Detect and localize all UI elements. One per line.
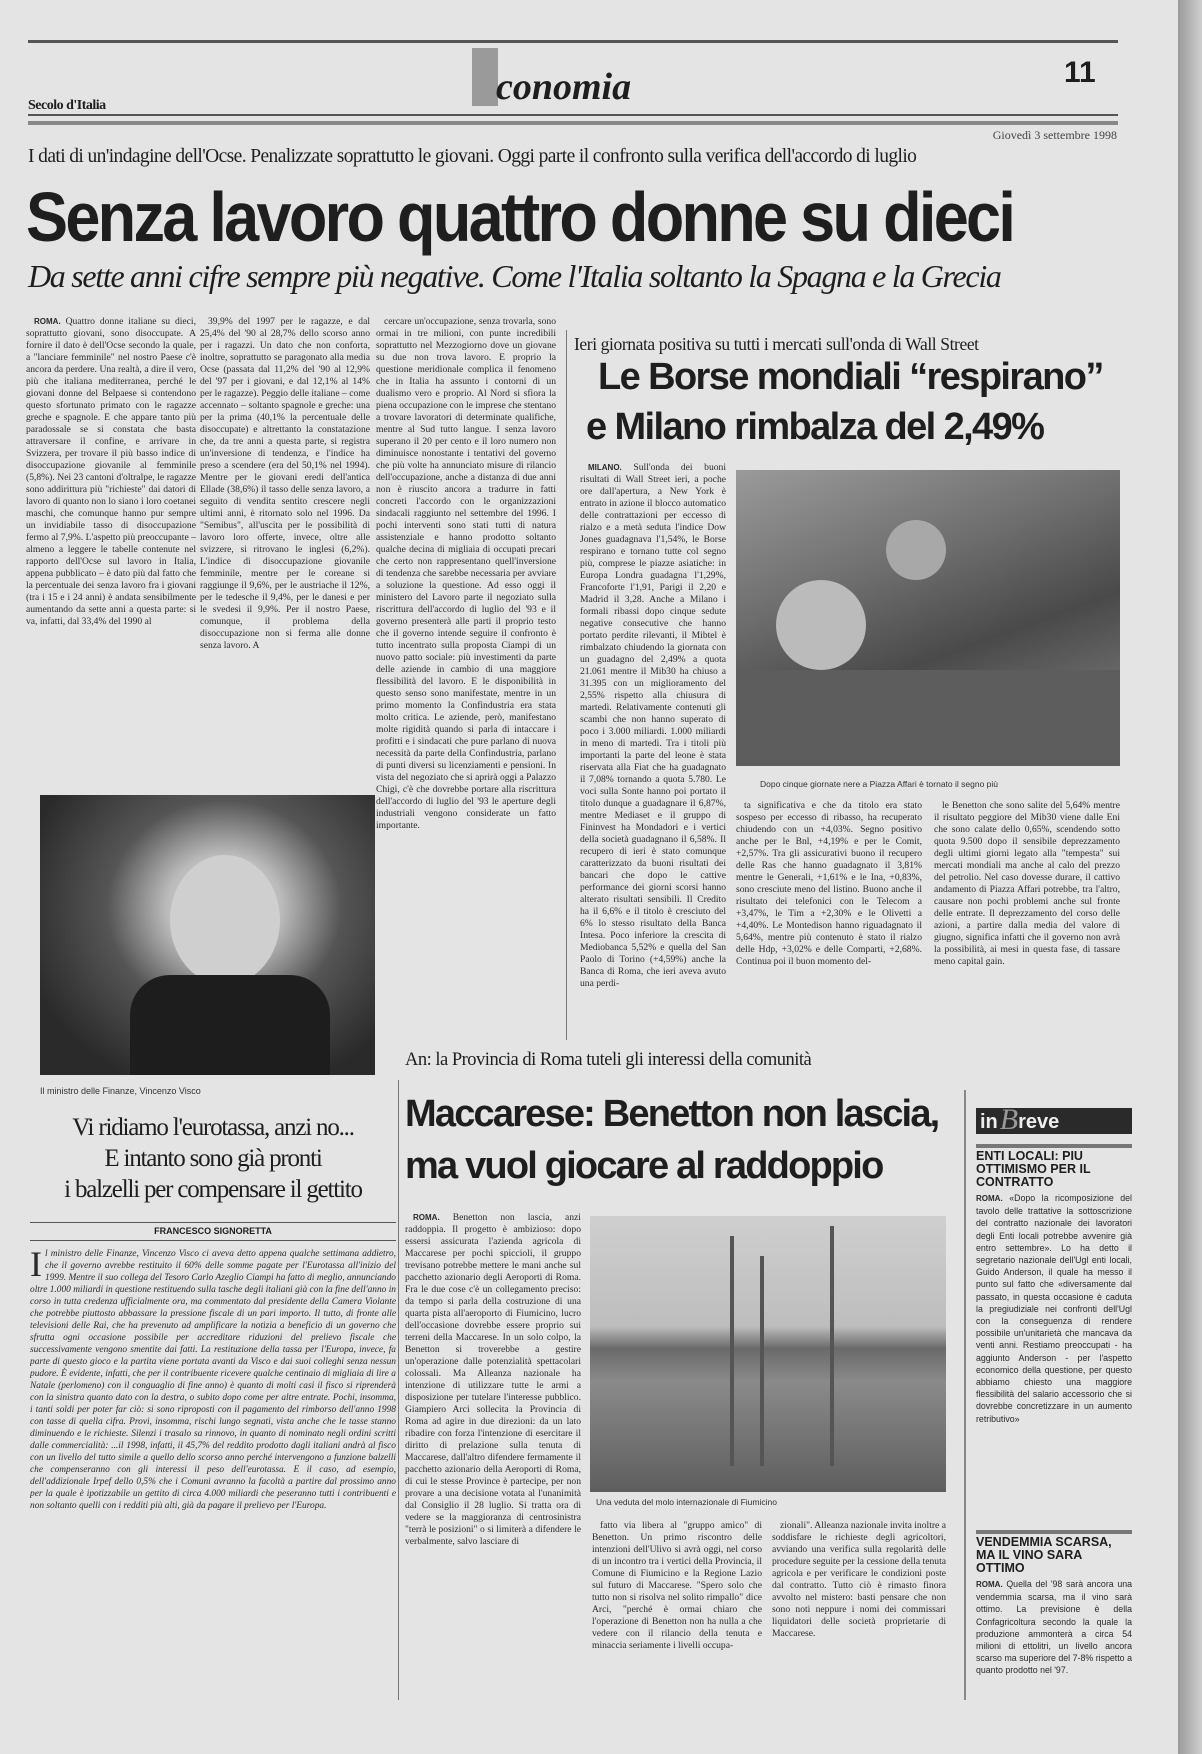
eurotassa-headline-3: i balzelli per compensare il gettito [64, 1176, 362, 1203]
maccarese-headline-1: Maccarese: Benetton non lascia, [405, 1093, 939, 1135]
stock-exchange-photo [736, 470, 1120, 766]
byline: FRANCESCO SIGNORETTA [154, 1226, 272, 1236]
lead-text-3: cercare un'occupazione, senza trovarla, sono ormai in tre milioni, con punte incredibili soprattutto nel Mezzogiorno dove un giovane su due non trova lavoro. E proprio la questione meridionale complica il fenomeno che in Italia ha assunto i contorni di un dualismo vero e proprio. Al Nord si sfiora la piena occupazione con le imprese che stentano a trovare lavoratori di determinate qualifiche, mentre al Sud tutto langue. I senza lavoro superano il 20 per cento e il loro numero non diminuisce nonostante i tentativi del governo che più volte ha annunciato misure di rilancio dell'occupazione, anche a distanza di due anni non è riuscito ancora a tradurre in fatti concreti l'accordo con le organizzazioni sindacali raggiunto nel settembre del 1996. I pochi interventi sono stati tutti di natura assistenziale e hanno prodotto soltanto qualche decina di migliaia di occupati precari che certo non rappresentano quell'inversione di tendenza che sarebbe necessaria per avviare a soluzione la questione. Ad esso oggi il ministero del Lavoro parte il negoziato sulla riscrittura dell'accordo di luglio del '93 e il governo presenterà alle parti il proprio testo che il governo intende seguire il confronto è tutto incentrato sulla proposta Ciampi di un nuovo patto sociale: più investimenti da parte delle aziende in cambio di una maggiore flessibilità del lavoro. E le disponibilità in questo senso sono manifestate, mentre in un primo momento la Confindustria era stata molto critica. Le aziende, però, manifestano molte rigidità quando si parla di intaccare i profitti e i sindacati che pure parlano di nuova necessità da parte della Confindustria, parlano di punti diversi su licenziamenti e pensioni. In vista del negoziato che si aprirà oggi a Palazzo Chigi, c'è che dovrebbe portare alla riscrittura dell'accordo di luglio del '93 le aperture degli industriali vengono considerate un fatto importante. [376, 316, 556, 831]
lead-text-1: Quattro donne italiane su dieci, soprattutto giovani, sono disoccupate. A fornire il dato è dell'Ocse secondo la quale, a "lanciare femminile" nel nostro Paese c'è ancora da perdere. Una realtà, a dire il vero, più che italiana mediterranea, perché le giovani donne del Belpaese si contendono questo sfortunato primato con le ragazze greche e spagnole. E che appare tanto più paradossale se si constata che basta attraversare il confine, e arrivare in Svizzera, per trovare il più basso indice di disoccupazione giovanile al femminile (5,8%). Nei 23 cantoni d'oltralpe, le ragazze sono addirittura più "richieste" dai datori di lavoro di quanto non lo siano i loro coetanei maschi, che comunque hanno pur sempre un invidiabile tasso di disoccupazione fermo al 7,9%. L'aspetto più preoccupante – almeno a leggere le tabelle contenute nel rapporto dell'Ocse sul lavoro in Italia, appena pubblicato – è dato più dal fatto che la percentuale dei senza lavoro fra i giovani (tra i 15 e i 24 anni) è andata sensibilmente aumentando da sette anni a questa parte: si va, infatti, dal 33,4% del 1990 al [26, 316, 196, 627]
section-initial [472, 48, 498, 106]
dateline: MILANO. [588, 463, 622, 472]
brief-text: ROMA. Quella del '98 sarà ancora una vendemmia scarsa, ma il vino sarà ottimo. La previsione è della Confagricoltura secondo la quale la produzione ammonterà a circa 54 milioni di ettolitri, un livello ancora scarso ma superiore del 7-8% rispetto a quanto prodotto nel '97. [976, 1579, 1132, 1676]
page-edge [1178, 0, 1202, 1754]
eurotassa-headline [30, 1112, 396, 1205]
borse-column-1 [580, 462, 726, 1042]
minister-photo [40, 795, 375, 1075]
lead-text-2: 39,9% del 1997 per le ragazze, e dal 25,4% del '90 al 28,7% dello scorso anno per i ragazzi. Un dato che non conforta, inoltre, soprattutto se paragonato alla media Ocse (passata dal 11,2% del '90 al 12,9% del '97 per i giovani, e dal 12,1% al 14% per le ragazze). Peggio delle italiane – come accennato – soltanto spagnole e greche: una per la prima (40,1% la percentuale delle disoccupate) e altrettanto la constatazione che, da tre anni a questa parte, si registra un'inversione di tendenza, e l'indice ha preso a scendere (era del 50,1% nel 1994). Mentre per le giovani eredi dell'antica Ellade (38,6%) il tasso delle senza lavoro, a seguito di vendita sentito crescere negli ultimi anni, è ritornato solo nel 1996. Da "Semibus", all'uscita per le possibilità di lavoro loro offerte, invece, oltre alle svizzere, si ritrovano le inglesi (6,2%). L'indice di disoccupazione giovanile femminile, mentre per le coreane si raggiunge il 9,6%, per le austriache il 12%, per le tedesche il 9,4%, per le danesi e per le svedesi il 9,9%. Per il nostro Paese, comunque, il problema della disoccupazione non si ferma alle donne senza lavoro. A [200, 316, 370, 651]
eurotassa-text [30, 1248, 396, 1673]
brief-text: ROMA. «Dopo la ricomposizione del tavolo delle trattative la sottoscrizione del contratto nazionale dei lavoratori degli Enti locali potrebbe avvenire già entro settembre». Lo ha detto il segretario nazionale dell'Ugl enti locali, Guido Anderson, il quale ha messo il punto sul fatto che «diversamente dal passato, in questa occasione è caduta la pregiudiziale nei confronti dell'Ugl con la conseguenza di rendere possibile un'unitarietà che mancava da venti anni. Restiamo preoccupati - ha aggiunto Anderson - per l'aspetto economico della questione, per questo abbiamo chiesto una maggiore flessibilità del salario accessorio che si dovrebbe concretizzare in un aumento retributivo» [976, 1193, 1132, 1424]
top-rule [28, 40, 1118, 43]
section-name: conomia [496, 66, 632, 108]
maccarese-text-3: zionali". Alleanza nazionale invita inoltre a soddisfare le richieste degli agricoltori, avviando una verifica sulla regolarità delle procedure seguite per la cessione della tenuta agricola e per verificare le condizioni poste dal contratto. Tutto ciò è rimasto finora avvolto nel mistero: basti pensare che non sono noti neppure i nomi dei commissari liquidatori delle società proprietarie di Maccarese. [772, 1520, 946, 1639]
eurotassa-headline-2: E intanto sono già pronti [104, 1145, 322, 1172]
stock-photo-caption: Dopo cinque giornate nere a Piazza Affari è tornato il segno più [760, 779, 998, 789]
borse-headline-1: Le Borse mondiali “respirano” [598, 356, 1103, 398]
in-breve-title: in B reve [976, 1108, 1132, 1134]
lead-subhead: Da sette anni cifre sempre più negative. Come l'Italia soltanto la Spagna e la Grecia [28, 258, 1001, 294]
borse-kicker: Ieri giornata positiva su tutti i mercati sull'onda di Wall Street [574, 334, 979, 354]
minister-photo-caption: Il ministro delle Finanze, Vincenzo Visco [40, 1086, 201, 1096]
column-divider [964, 1090, 966, 1700]
brief-headline: VENDEMMIA SCARSA, MA IL VINO SARA OTTIMO [976, 1535, 1112, 1575]
lead-column-1 [26, 316, 196, 794]
maccarese-column-2 [592, 1520, 762, 1702]
airport-photo [590, 1216, 946, 1492]
maccarese-kicker: An: la Provincia di Roma tuteli gli interessi della comunità [405, 1050, 812, 1070]
maccarese-column-3 [772, 1520, 946, 1702]
borse-text-2: ta significativa e che da titolo era stato sospeso per eccesso di ribasso, ha recuperato chiudendo con un +4,03%. Segno positivo anche per le Bnl, +4,19% e per le Comit, +2,57%. Tra gli assicurativi buono il recupero delle Ras che hanno guadagnato il 3,81% mentre le Generali, +1,61% e le Ina, +0,83%, sono cresciute meno del listino. Buono anche il risultato dei telefonici con le Telecom a +3,47%, le Tim a +2,30% e le Olivetti a +4,40%. Le Montedison hanno riguadagnato il 5,64%, mentre più contenuto è stato il rialzo delle Hdp, +3,02% e delle Comparti, +2,68%. Continua poi il buon momento del- [736, 800, 922, 967]
dateline: ROMA. [34, 317, 61, 326]
paper-name: Secolo d'Italia [28, 98, 106, 113]
eurotassa-body: l ministro delle Finanze, Vincenzo Visco ci aveva detto appena qualche settimana addietro, che il governo avrebbe restituito il 60% delle somme pagate per l'Eurotassa all'inizio del 1999. Mentre il suo collega del Tesoro Carlo Azeglio Ciampi ha fatto di meglio, annunciando oltre 1.000 miliardi in questione restituendo sulla tasche degli italiani già con la fine dell'anno in corso in tutta credenza ufficialmente ora, ma commentato dal presidente della Camera Violante che potrebbe piuttosto abbassare la pressione fiscale di un pari importo. Il tutto, di fronte alle televisioni delle Rai, che ha prevenuto ad amplificare la notizia a beneficio di un governo che sfrutta ogni occasione possibile per accreditare riduzioni del prelievo fiscale che successivamente vengono smentite dai fatti. La restituzione della tassa per l'Europa, invece, fa parte di questo gioco e la partita viene portata avanti da Visco e dai suoi colleghi senza nessun pudore. È evidente, infatti, che per il contribuente ricevere qualche centinaio di migliaia di lire a Natale (perlomeno) con il conguaglio di fine anno) è quanto di molti casi il fisco si riprenderà con la sinistra quanto dato con la destra, o subito dopo come per altre entrate. Pochi, insomma, i tanti soldi per poter far ciò: si sono riproposti con il pagamento del rimborso dell'anno 1998 con tasse di quella cifra. Provi, insomma, rischi lungo segnati, vista anche che le tasse stanno diminuendo e le richieste. Silenzi i trasalo sa rinnovo, in quanto di nominato negli ordini scritti dalle commercialità: ...il 1998, infatti, il 45,7% del reddito prodotto dagli italiani andrà al fisco con un livello del tutto simile a quello dello scorso anno perché intervengono a funzione balzelli che compenseranno con gli interessi il peso dell'eurotassa. E il caso, ad esempio, dell'addizionale Irpef dello 0,5% che i Comuni avranno la facoltà a partire dal prossimo anno per la quale è ipotizzabile un gettito di circa 4.000 miliardi che peseranno tutti i contribuenti e non soltanto quelli con i redditi più alti, già da pagare il prelievo per l'Europa. [30, 1249, 396, 1511]
maccarese-text-1: Benetton non lascia, anzi raddoppia. Il progetto è ambizioso: dopo essersi assicurata l'azienda agricola di Maccarese per pochi spiccioli, il gruppo trevisano potrebbe mettere le mani anche sul pacchetto azionario degli Aeroporti di Roma. Fra le due cose c'è un collegamento preciso: da tempo si parla della costruzione di una quarta pista all'aeroporto di Fiumicino, lucro dell'occasione dovrebbe essere proprio sui terreni della Maccarese. In un solo colpo, la Benetton si troverebbe a gestire un'operazione dalle potenzialità spettacolari colossali. Ma Alleanza nazionale ha intenzione di utilizzare tutte le armi a disposizione per tutelare l'interesse pubblico. Giampiero Arci sollecita la Provincia di Roma ad agire in due direzioni: da un lato ribadire con forza l'intenzione di esercitare il diritto di prelazione sulla tenuta di Maccarese, dall'altro difendere fermamente il pacchetto azionario della Aeroporti di Roma, di cui le stesse Province è partecipe, per non provare a una decisione votata al l'unanimità dal Consiglio il 28 luglio. Si tratta ora di vedere se la maggioranza di centrosinistra "terrà le posizioni" o si limiterà a difendere le verbalmente, salvo lasciare di [405, 1212, 581, 1547]
borse-text-3: le Benetton che sono salite del 5,64% mentre il risultato peggiore del Mib30 viene dalle Eni che sono calate dello 0,65%, scendendo sotto quota 9.500 dopo il sensibile deprezzamento degli ultimi giorni legato alla "tempesta" sui mercati mondiali ma anche al calo del prezzo del petrolio. Nel caso dovesse durare, il cattivo andamento di Piazza Affari potrebbe, tra l'altro, causare non pochi problemi anche sul fronte delle entrate. Il deprezzamento del corso delle azioni, a partire dalla media del valore di giugno, significa infatti che il governo non avrà la possibilità, ai mesi in questa fase, di tassare meno capital gain. [934, 800, 1120, 967]
lead-headline: Senza lavoro quattro donne su dieci [26, 178, 1014, 256]
maccarese-column-1 [405, 1212, 581, 1702]
borse-column-2 [736, 800, 922, 1044]
lead-column-3 [376, 316, 556, 1044]
borse-text-1: Sull'onda dei buoni risultati di Wall Street ieri, a poche ore dall'apertura, a New York è entrato in azione il blocco automatico delle contrattazioni per eccesso di rialzo e a metà seduta l'indice Dow Jones guadagnava l'1,54%, le Borse respirano e tornano tutte col segno più, comprese le piazze asiatiche: in Europa Londra guadagna l'1,29%, Francoforte l'1,91, Parigi il 2,20 e Madrid il 3,28. Anche a Milano i formali ribassi dopo cinque sedute negative consecutive che hanno portato perdite rilevanti, il Mibtel è rimbalzato chiudendo la giornata con un guadagno del 2,49% a quota 21.061 mentre il Mib30 ha chiuso a 31.395 con un miglioramento del 2,55% rispetto alla chiusura di martedì. Relativamente contenuti gli scambi che non hanno superato di poco i 3.000 miliardi. 1.000 miliardi in meno di martedì. Tra i titoli più importanti la parte del leone è stata riservata alla Fiat che ha guadagnato il 7,08% tornando a quota 5.780. Le voci sulla Sonte hanno poi portato il titolo dunque a guadagnare il 6,87%, mentre Mediaset e il gruppo di Fininvest ha Mondadori e i vertici della società guadagnano il 6,58%. Il recupero di ieri è stato comunque caratterizzato da buoni risultati dei bancari che dopo le cattive performance dei giorni scorsi hanno alterato risultati sensibili. Il Credito ha il 6,6% e il titolo è cresciuto del 6% lo stesso risultato della Banca Intesa. Poco inferiore la crescita di Mediobanca 5,52% e quella del San Paolo di Torino (+4,59%) anche la Banca di Roma, che ieri aveva avuto una perdi- [580, 462, 726, 989]
lead-column-2 [200, 316, 370, 794]
section-title [472, 44, 631, 106]
column-divider [566, 330, 567, 1040]
brief-headline: ENTI LOCALI: PIU OTTIMISMO PER IL CONTRATTO [976, 1149, 1091, 1189]
maccarese-headline-2: ma vuol giocare al raddoppio [405, 1145, 883, 1187]
maccarese-text-2: fatto via libera al "gruppo amico" di Benetton. Un primo riscontro delle intenzioni dell'Ulivo si avrà oggi, nel corso di un incontro tra i vertici della Provincia, il Comune di Fiumicino e la Regione Lazio sul futuro di Maccarese. "Spero solo che tutto non si risolva nel solito rimpallo" dice Arci, "perché è ormai chiaro che l'operazione di Benetton non ha nulla a che vedere con il rilancio della tenuta e minaccia seriamente i livelli occupa- [592, 1520, 762, 1651]
dateline: ROMA. [413, 1213, 440, 1222]
borse-column-3 [934, 800, 1120, 1044]
issue-date: Giovedì 3 settembre 1998 [992, 128, 1117, 142]
eurotassa-headline-1: Vi ridiamo l'eurotassa, anzi no... [72, 1114, 354, 1141]
column-divider [398, 1080, 399, 1700]
lead-kicker: I dati di un'indagine dell'Ocse. Penalizzate soprattutto le giovani. Oggi parte il confronto sulla verifica dell'accordo di luglio [28, 146, 917, 167]
masthead-rule-gray [28, 121, 1118, 125]
page-number: 11 [1064, 56, 1096, 89]
drop-cap: I [30, 1248, 42, 1284]
airport-photo-caption: Una veduta del molo internazionale di Fiumicino [596, 1497, 777, 1507]
borse-headline-2: e Milano rimbalza del 2,49% [586, 406, 1044, 448]
maccarese-headline [405, 1088, 938, 1192]
masthead-rule [28, 114, 1118, 116]
